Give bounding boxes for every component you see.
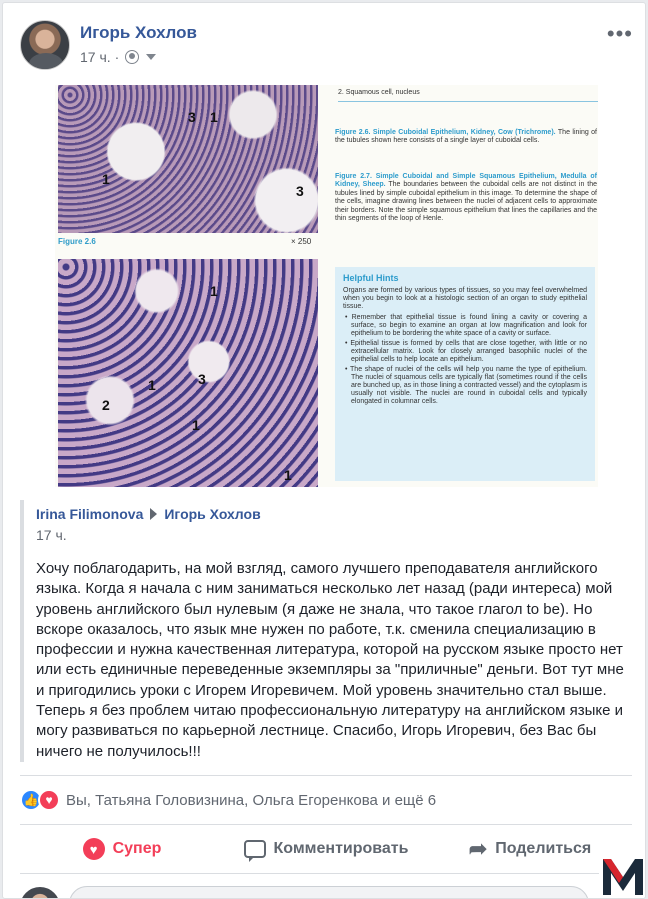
audience-dropdown-icon[interactable] (146, 54, 156, 60)
share-icon: ➦ (468, 836, 488, 861)
author-avatar[interactable] (20, 20, 70, 70)
comment-button[interactable]: Комментировать (224, 832, 428, 866)
post-meta: 17 ч. · (80, 49, 156, 65)
share-button[interactable]: ➦ Поделиться (468, 836, 592, 861)
hints-title: Helpful Hints (343, 273, 399, 283)
love-reaction-icon: ♥ (38, 789, 60, 811)
post-actions (20, 832, 632, 866)
comment-icon (244, 840, 266, 858)
shared-post-border (20, 500, 24, 762)
hint-item: • Epithelial tissue is formed by cells that are close together, with little or no extracellular matrix. Look for closely arranged basophilic nuclei of the epithelial cells to help locate an epithelium. (345, 340, 588, 363)
post-card (2, 2, 646, 899)
love-button[interactable]: ♥ Супер (20, 832, 224, 866)
more-options-icon[interactable]: ••• (606, 21, 633, 46)
micrograph-figure-2-6: 3 1 1 3 (58, 85, 318, 233)
figure-caption: Figure 2.6 (58, 237, 96, 246)
figure-top-note: 2. Squamous cell, nucleus (338, 85, 598, 102)
m-logo-watermark (599, 853, 646, 899)
hints-intro: Organs are formed by various types of tissues, so you may feel overwhelmed when you begin to look at a histologic section of an organ to study epithelial tissue. (343, 287, 587, 310)
shared-post-text: Хочу поблагодарить, на мой взгляд, самого лучшего преподавателя английского языка. Когда я начала с ним заниматься несколько лет назад (ради интереса) мой уровень английского был нулевым (я даже не знала, что такое глагол to be). Но вскоре оказалось, что язык мне нужен по работе, т.к. сменила специализацию в профессии и нужна качественная литература, которой на русском языке просто нет или есть единичные переведенные экземпляры за "приличные" деньги. Вот тут мне и пригодились уроки с Игорем Игоревичем. Мой уровень значительно стал выше. Теперь я без проблем читаю профессиональную литературу на английском языке и могу развиваться по карьерной лестнице. Спасибо, Игорь Игоревич, без Вас бы ничего не получилось!!! (36, 560, 624, 760)
hint-item: • The shape of nuclei of the cells will help you name the type of epithelium. The nuclei of squamous cells are typically flat (sometimes round if the cells are bunched up, as in those lining a contracted vessel) and the cytoplasm is usually not visible. The nuclei are round in cuboidal cells and typically elongated in columnar cells. (345, 366, 587, 405)
helpful-hints-box (335, 267, 595, 481)
current-user-avatar[interactable] (20, 887, 60, 899)
arrow-right-icon (150, 508, 157, 520)
heart-icon: ♥ (83, 838, 105, 860)
hint-item: • Remember that epithelial tissue is found lining a cavity or covering a surface, so begin to examine an organ at low magnification and look for epithelium to be bordering the white space of a cavity or surface. (345, 314, 587, 337)
shared-to-author[interactable]: Игорь Хохлов (164, 506, 261, 522)
like-reaction-icon: 👍 (20, 789, 42, 811)
post-author[interactable]: Игорь Хохлов (80, 23, 197, 42)
post-photo[interactable] (55, 85, 598, 487)
divider (20, 824, 632, 825)
micrograph-figure-2-7: 1 3 1 2 1 1 (58, 259, 318, 487)
divider (20, 873, 632, 874)
reactions-bar[interactable] (20, 789, 436, 811)
figure-2-7-text: Figure 2.7. Simple Cuboidal and Simple Squamous Epithelium, Medulla of Kidney, Sheep. The boundaries between the cuboidal cells are not distinct in the tubules lined by simple cuboidal epithelium in this image. To determine the shape of the cells, imagine drawing lines between the nuclei of adjacent cells to approximate their borders. Note the simple squamous epithelium that lines the capillaries and the thin segments of the loop of Henle. (335, 173, 597, 223)
globe-icon (125, 50, 139, 64)
figure-magnification: × 250 (291, 237, 312, 246)
figure-2-6-text: Figure 2.6. Simple Cuboidal Epithelium, Kidney, Cow (Trichrome). The lining of the tubules shown here consists of a single layer of cuboidal cells. (335, 129, 597, 145)
shared-from-author[interactable]: Irina Filimonova (36, 506, 144, 522)
comment-input[interactable] (69, 886, 589, 899)
reactions-summary[interactable]: Вы, Татьяна Головизнина, Ольга Егоренкова и ещё 6 (66, 791, 437, 809)
shared-post-header (36, 506, 261, 522)
divider (20, 775, 632, 776)
post-time[interactable]: 17 ч. (80, 49, 111, 65)
shared-post-time[interactable]: 17 ч. (36, 527, 67, 543)
